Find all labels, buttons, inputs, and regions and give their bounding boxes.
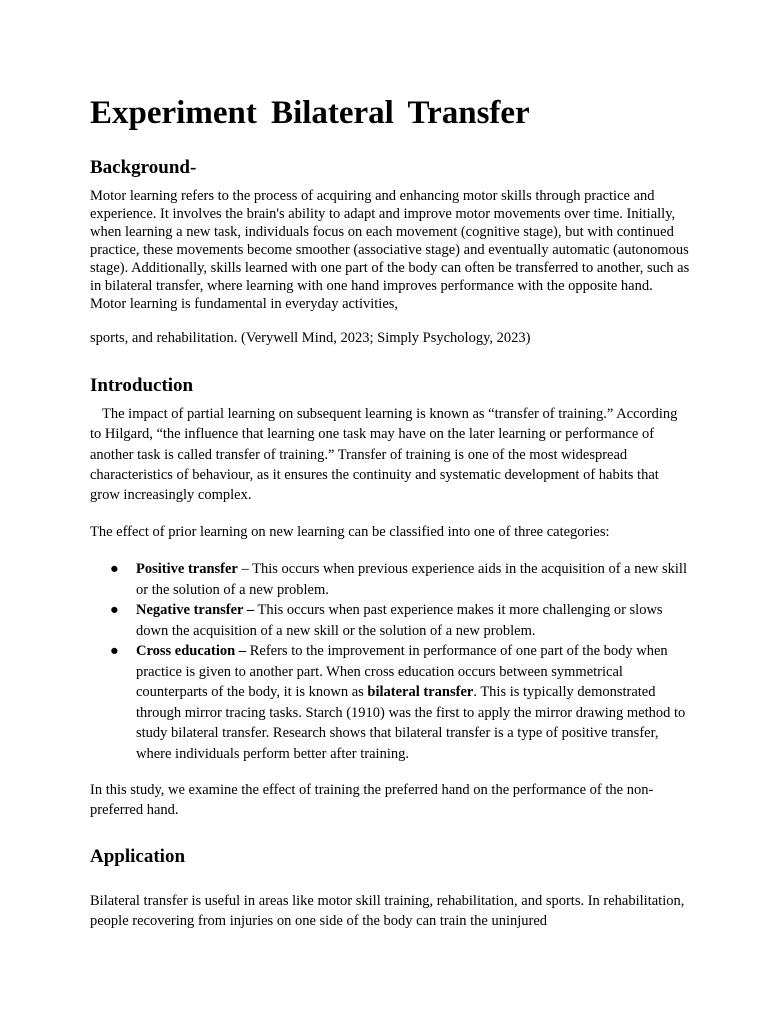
introduction-heading: Introduction [90, 375, 194, 396]
application-heading: Application [90, 846, 186, 867]
term-negative-transfer: Negative transfer – [136, 602, 255, 618]
term-positive-transfer: Positive transfer [136, 561, 238, 577]
list-item-text [136, 600, 690, 641]
application-paragraph: Bilateral transfer is useful in areas like motor skill training, rehabilitation, and sports. In rehabilitation, people recovering from injuries on one side of the body can train the uninjured [90, 893, 685, 930]
bullet-icon: ● [110, 643, 119, 659]
page-title: Experiment Bilateral Transfer [90, 95, 530, 131]
term-cross-education: Cross education – [136, 643, 247, 659]
list-item-text [136, 641, 690, 764]
list-item-cross-education [90, 641, 690, 764]
study-aim-paragraph: In this study, we examine the effect of training the preferred hand on the performance of the non-preferred hand. [90, 782, 654, 819]
background-paragraph-continued: sports, and rehabilitation. (Verywell Mind, 2023; Simply Psychology, 2023) [90, 330, 531, 346]
definition-positive-transfer: – This occurs when previous experience aids in the acquisition of a new skill or the solution of a new problem. [136, 561, 687, 598]
background-heading: Background- [90, 157, 197, 178]
introduction-paragraph: The impact of partial learning on subsequent learning is known as “transfer of training.” According to Hilgard, “the influence that learning one task may have on the later learning or performance of another task is called transfer of training.” Transfer of training is one of the most widespread characteristics of behaviour, as it ensures the continuity and systematic development of habits that grow increasingly complex. [90, 406, 678, 504]
definition-cross-education: Refers to the improvement in performance of one part of the body when practice is given to another part. When cross education occurs between symmetrical counterparts of the body, it is known as [136, 643, 668, 700]
bullet-icon: ● [110, 602, 119, 618]
definition-negative-transfer: This occurs when past experience makes it more challenging or slows down the acquisition of a new skill or the solution of a new problem. [136, 602, 663, 639]
bullet-icon: ● [110, 561, 119, 577]
transfer-categories-list [90, 559, 690, 764]
list-item-negative-transfer [90, 600, 690, 641]
categories-intro-paragraph: The effect of prior learning on new learning can be classified into one of three categories: [90, 524, 610, 540]
list-item-positive-transfer [90, 559, 690, 600]
term-bilateral-transfer: bilateral transfer [367, 684, 474, 700]
background-paragraph: Motor learning refers to the process of acquiring and enhancing motor skills through practice and experience. It involves the brain's ability to adapt and improve motor movements over time. Initially, when learning a new task, individuals focus on each movement (cognitive stage), but with continued practice, these movements become smoother (associative stage) and eventually automatic (autonomous stage). Additionally, skills learned with one part of the body can often be transferred to another, such as in bilateral transfer, where learning with one hand improves performance with the opposite hand. Motor learning is fundamental in everyday activities, [90, 188, 690, 312]
definition-cross-education-continued: . This is typically demonstrated through mirror tracing tasks. Starch (1910) was the first to apply the mirror drawing method to study bilateral transfer. Research shows that bilateral transfer is a type of positive transfer, where individuals perform better after training. [136, 684, 686, 762]
list-item-text [136, 559, 690, 600]
